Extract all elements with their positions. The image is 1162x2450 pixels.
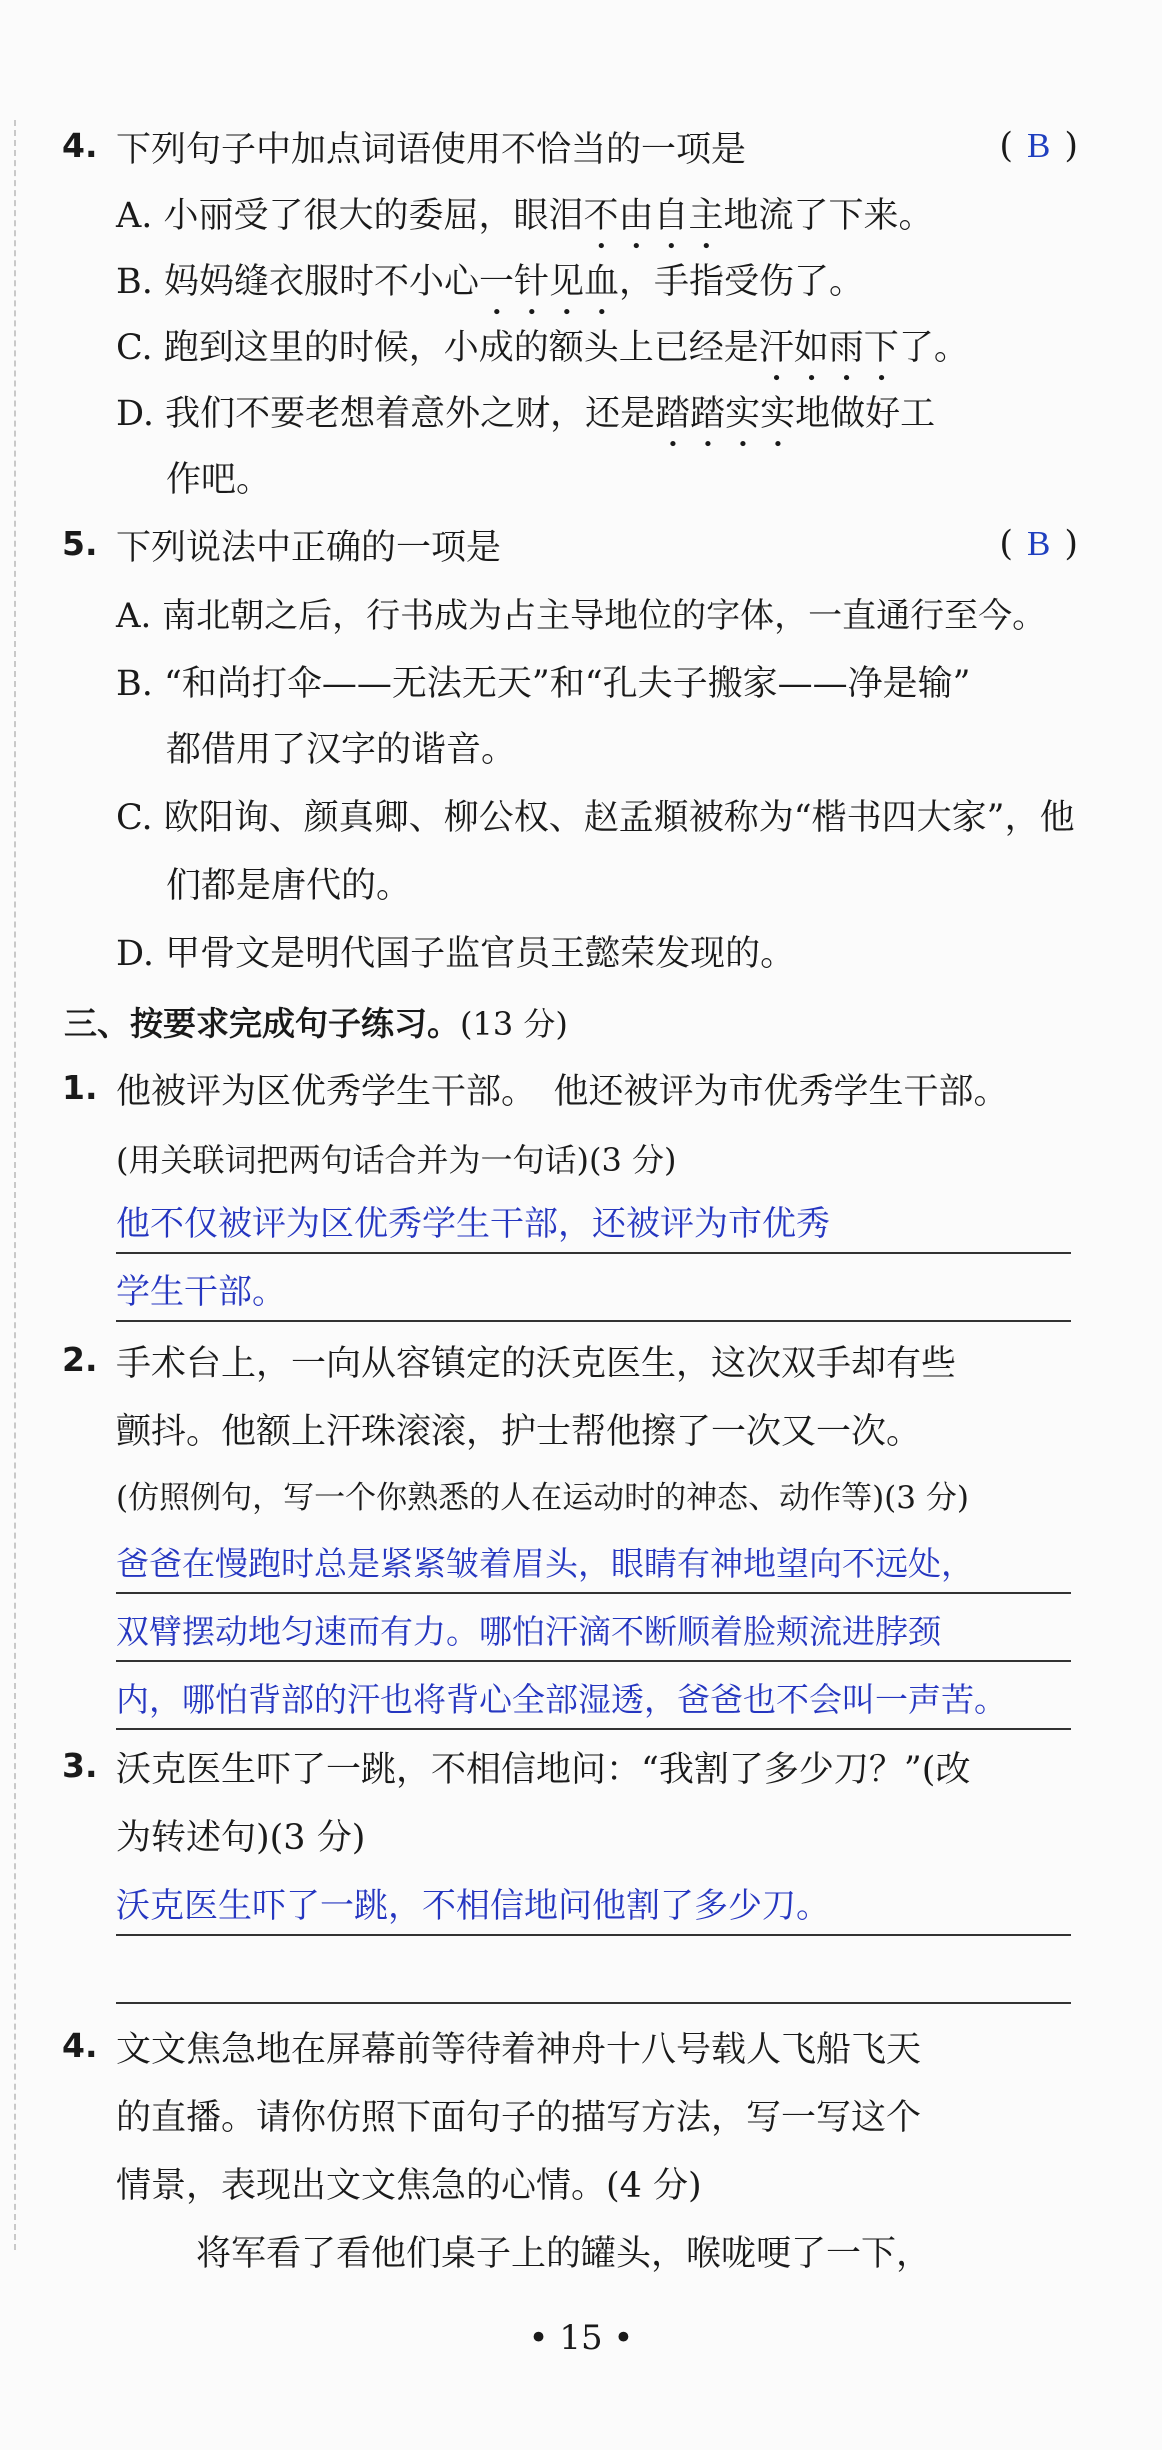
answer-rule [116,1252,1071,1254]
close-paren: ) [1064,126,1078,166]
q5-option-a: A. 南北朝之后，行书成为占主导地位的字体，一直通行至今。 [116,596,1047,636]
open-paren: ( [999,126,1013,166]
dotted-word: 踏踏实实 [655,394,796,434]
s2-text-line-1: 手术台上，一向从容镇定的沃克医生，这次双手却有些 [116,1344,957,1384]
option-text: B. 妈妈缝衣服时不小心 [116,262,479,302]
option-text: A. 小丽受了很大的委屈，眼泪 [116,196,584,236]
s2-instruction: (仿照例句，写一个你熟悉的人在运动时的神态、动作等)(3 分) [116,1480,969,1516]
q4-option-b [116,258,864,323]
s3-number: 3. [62,1746,98,1785]
q5-option-c: C. 欧阳询、颜真卿、柳公权、赵孟頫被称为“楷书四大家”，他 [116,798,1075,838]
s2-answer-line-2: 双臂摆动地匀速而有力。哪怕汗滴不断顺着脸颊流进脖颈 [116,1612,941,1651]
section-title: 三、按要求完成句子练习。 [64,1004,460,1043]
q5-option-d: D. 甲骨文是明代国子监官员王懿荣发现的。 [116,934,796,974]
s4-text-line-4: 将军看了看他们桌子上的罐头，喉咙哽了一下， [196,2234,932,2274]
option-text: 地做好工 [795,394,936,434]
q4-option-c [116,324,969,389]
q5-option-b-cont: 都借用了汉字的谐音。 [166,730,517,770]
option-text: 了。 [898,328,969,368]
s3-text-line-2: 为转述句)(3 分) [116,1818,366,1858]
answer-rule [116,1728,1071,1730]
s3-answer-line-1: 沃克医生吓了一跳，不相信地问他割了多少刀。 [116,1886,830,1926]
s1-text: 他被评为区优秀学生干部。 他还被评为市优秀学生干部。 [116,1072,1009,1112]
s2-text-line-2: 颤抖。他额上汗珠滚滚，护士帮他擦了一次又一次。 [116,1412,922,1452]
answer-rule [116,1934,1071,1936]
dotted-word: 一针见血 [478,262,619,302]
q5-option-c-cont: 们都是唐代的。 [166,866,412,906]
s4-number: 4. [62,2026,98,2065]
answer-rule [116,1592,1071,1594]
s2-number: 2. [62,1340,98,1379]
q5-stem: 下列说法中正确的一项是 [116,528,502,568]
dotted-word: 不由自主 [583,196,724,236]
s1-answer-line-1: 他不仅被评为区优秀学生干部，还被评为市优秀 [116,1204,830,1244]
s1-answer-line-2: 学生干部。 [116,1272,286,1312]
answer-rule [116,2002,1071,2004]
q4-option-d-cont: 作吧。 [166,460,272,500]
page-number: • 15 • [528,2318,634,2358]
q5-number: 5. [62,524,98,563]
s4-text-line-1: 文文焦急地在屏幕前等待着神舟十八号载人飞船飞天 [116,2030,922,2070]
s1-number: 1. [62,1068,98,1107]
s4-text-line-2: 的直播。请你仿照下面句子的描写方法，写一写这个 [116,2098,922,2138]
option-text: D. 我们不要老想着意外之财，还是 [116,394,656,434]
open-paren: ( [999,524,1013,564]
option-text: ，手指受伤了。 [619,262,865,302]
answer-rule [116,1660,1071,1662]
q5-option-b: B. “和尚打伞——无法无天”和“孔夫子搬家——净是输” [116,664,971,704]
option-text: C. 跑到这里的时候，小成的额头上已经是 [116,328,759,368]
s4-text-line-3: 情景，表现出文文焦急的心情。(4 分) [116,2166,702,2206]
section-score: (13 分) [460,1005,568,1043]
q5-answer-bracket [999,524,1078,564]
q4-option-a [116,192,934,257]
q4-answer-bracket [999,126,1078,166]
q4-stem: 下列句子中加点词语使用不恰当的一项是 [116,130,747,170]
q4-number: 4. [62,126,98,165]
dotted-word: 汗如雨下 [758,328,899,368]
s2-answer-line-1: 爸爸在慢跑时总是紧紧皱着眉头，眼睛有神地望向不远处， [116,1544,974,1583]
binding-margin-line [14,120,16,2250]
option-text: 地流了下来。 [723,196,934,236]
q4-answer: B [1026,126,1051,165]
s3-text-line-1: 沃克医生吓了一跳，不相信地问：“我割了多少刀？”(改 [116,1750,971,1790]
answer-rule [116,1320,1071,1322]
q5-answer: B [1026,524,1051,563]
s2-answer-line-3: 内，哪怕背部的汗也将背心全部湿透，爸爸也不会叫一声苦。 [116,1680,1007,1719]
q4-option-d [116,390,935,455]
s1-instruction: (用关联词把两句话合并为一句话)(3 分) [116,1141,677,1179]
section-3-title [64,1000,568,1048]
close-paren: ) [1064,524,1078,564]
